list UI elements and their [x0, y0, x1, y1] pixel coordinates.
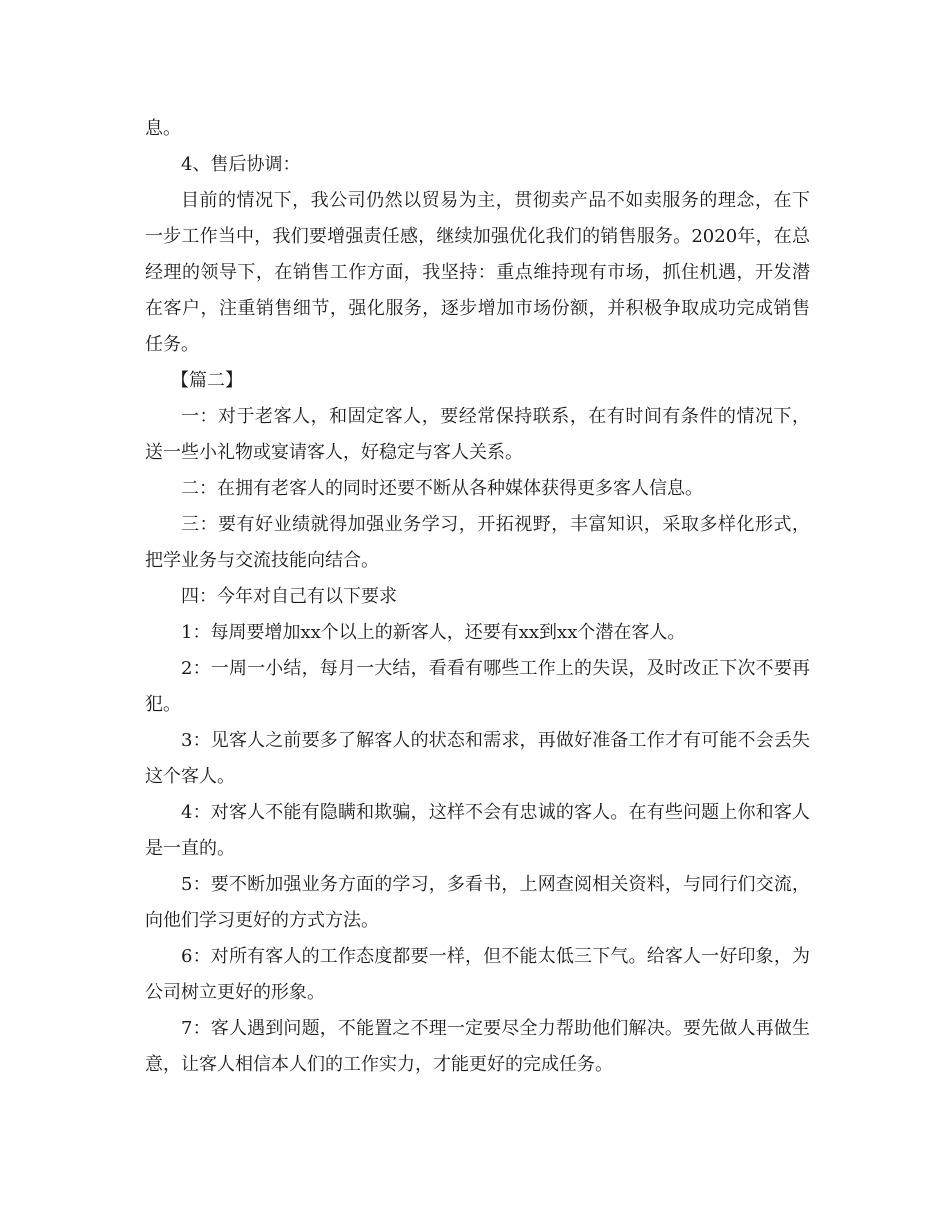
paragraph-item-four: 四：今年对自己有以下要求: [181, 586, 397, 607]
document-body: [145, 111, 810, 1083]
paragraph-requirement-6: 6：对所有客人的工作态度都要一样，但不能太低三下气。给客人一好印象，为公司树立更好的形象。: [145, 946, 810, 1003]
paragraph-item-one: 一：对于老客人，和固定客人，要经常保持联系，在有时间有条件的情况下，送一些小礼物或宴请客人，好稳定与客人关系。: [145, 406, 810, 463]
paragraph-requirement-4: 4：对客人不能有隐瞒和欺骗，这样不会有忠诚的客人。在有些问题上你和客人是一直的。: [145, 802, 810, 859]
paragraph-requirement-2: 2：一周一小结，每月一大结，看看有哪些工作上的失误，及时改正下次不要再犯。: [145, 658, 810, 715]
paragraph-after-sales: 目前的情况下，我公司仍然以贸易为主，贯彻卖产品不如卖服务的理念，在下一步工作当中，我们要增强责任感，继续加强优化我们的销售服务。2020年，在总经理的领导下，在销售工作方面，我坚持：重点维持现有市场，抓住机遇，开发潜在客户，注重销售细节，强化服务，逐步增加市场份额，并积极争取成功完成销售任务。: [145, 190, 810, 355]
paragraph-continuation: 息。: [145, 118, 181, 139]
paragraph-requirement-3: 3：见客人之前要多了解客人的状态和需求，再做好准备工作才有可能不会丢失这个客人。: [145, 730, 810, 787]
paragraph-item-two: 二：在拥有老客人的同时还要不断从各种媒体获得更多客人信息。: [181, 478, 703, 499]
paragraph-requirement-1: 1：每周要增加xx个以上的新客人，还要有xx到xx个潜在客人。: [181, 622, 686, 643]
paragraph-requirement-7: 7：客人遇到问题，不能置之不理一定要尽全力帮助他们解决。要先做人再做生意，让客人相信本人们的工作实力，才能更好的完成任务。: [145, 1018, 810, 1075]
paragraph-item-three: 三：要有好业绩就得加强业务学习，开拓视野，丰富知识，采取多样化形式，把学业务与交流技能向结合。: [145, 514, 810, 571]
paragraph-section-heading: 4、售后协调：: [181, 154, 301, 175]
paragraph-part-two-heading: 【篇二】: [171, 370, 243, 391]
paragraph-requirement-5: 5：要不断加强业务方面的学习，多看书，上网查阅相关资料，与同行们交流，向他们学习更好的方式方法。: [145, 874, 810, 931]
